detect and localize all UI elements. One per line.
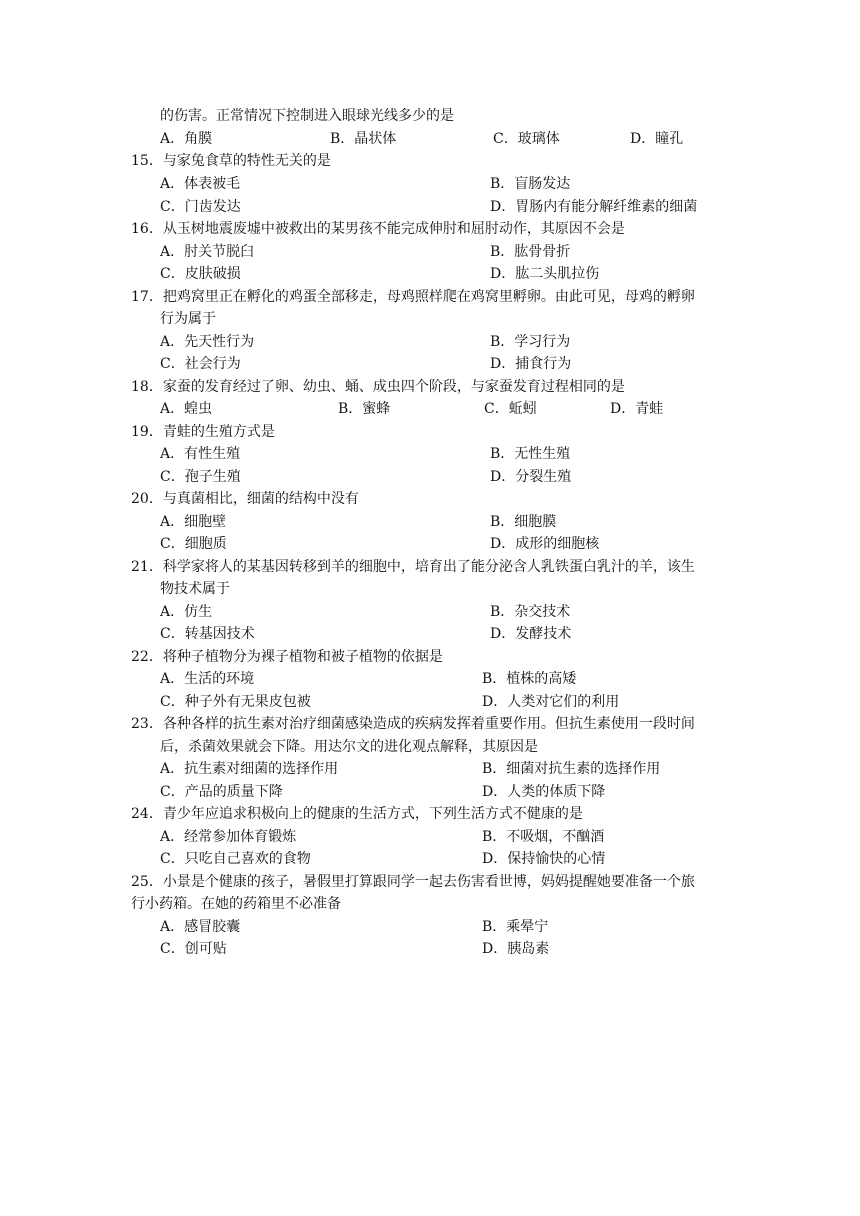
question-19-option-c: C．孢子生殖 [160,469,241,485]
question-25-stem-line-2: 行小药箱。在她的药箱里不必准备 [131,896,341,912]
question-stem: 青少年应追求积极向上的健康的生活方式，下列生活方式不健康的是 [162,806,583,822]
question-25-option-b: B．乘晕宁 [482,919,549,935]
question-stem: 家蚕的发育经过了卵、幼虫、蛹、成虫四个阶段，与家蚕发育过程相同的是 [162,379,625,395]
question-stem: 科学家将人的某基因转移到羊的细胞中，培育出了能分泌含人乳铁蛋白乳汁的羊，该生 [162,559,695,575]
question-16 [131,218,625,240]
question-15 [131,150,331,172]
question-16-option-b: B．肱骨骨折 [490,244,571,260]
question-25 [131,871,695,893]
question-23-option-c: C．产品的质量下降 [160,784,283,800]
question-20-option-c: C．细胞质 [160,536,227,552]
question-22-option-c: C．种子外有无果皮包被 [160,694,311,710]
question-22-option-b: B．植株的高矮 [482,671,577,687]
question-stem: 各种各样的抗生素对治疗细菌感染造成的疾病发挥着重要作用。但抗生素使用一段时间 [162,716,695,732]
question-number: 15． [131,153,163,169]
question-18-option-d: D．青蛙 [610,401,664,417]
question-24-option-d: D．保持愉快的心情 [482,851,606,867]
question-number: 24． [131,806,163,822]
question-22 [131,646,443,668]
question-21 [131,556,695,578]
question-number: 16． [131,221,163,237]
question-14-stem-continuation: 的伤害。正常情况下控制进入眼球光线多少的是 [160,108,454,124]
question-18-option-c: C．蚯蚓 [484,401,537,417]
question-19-option-b: B．无性生殖 [490,446,571,462]
question-17-option-c: C．社会行为 [160,356,241,372]
question-19-option-a: A．有性生殖 [160,446,241,462]
question-17-option-a: A．先天性行为 [160,334,255,350]
question-17 [131,286,695,308]
question-21-option-d: D．发酵技术 [490,626,572,642]
question-19 [131,421,275,443]
question-24-option-a: A．经常参加体育锻炼 [160,829,297,845]
question-20 [131,488,359,510]
question-number: 21． [131,559,163,575]
question-stem: 从玉树地震废墟中被救出的某男孩不能完成伸肘和屈肘动作，其原因不会是 [162,221,625,237]
question-15-option-c: C．门齿发达 [160,199,241,215]
question-17-option-d: D．捕食行为 [490,356,572,372]
question-21-stem-line-2: 物技术属于 [160,581,230,597]
question-stem: 小景是个健康的孩子，暑假里打算跟同学一起去伤害看世博，妈妈提醒她要准备一个旅 [162,874,695,890]
question-20-option-a: A．细胞壁 [160,514,227,530]
question-25-option-c: C．创可贴 [160,941,227,957]
question-25-option-a: A．感冒胶囊 [160,919,241,935]
question-24-option-c: C．只吃自己喜欢的食物 [160,851,311,867]
question-23-option-d: D．人类的体质下降 [482,784,606,800]
question-23-stem-line-2: 后，杀菌效果就会下降。用达尔文的进化观点解释，其原因是 [160,739,538,755]
question-23 [131,713,695,735]
question-16-option-c: C．皮肤破损 [160,266,241,282]
question-14-option-c: C．玻璃体 [493,131,560,147]
question-22-option-a: A．生活的环境 [160,671,255,687]
question-stem: 青蛙的生殖方式是 [162,424,275,440]
question-14-option-d: D．瞳孔 [630,131,684,147]
question-21-option-a: A．仿生 [160,604,213,620]
question-14-option-b: B．晶状体 [330,131,397,147]
question-15-option-b: B．盲肠发达 [490,176,571,192]
question-number: 23． [131,716,163,732]
question-21-option-c: C．转基因技术 [160,626,255,642]
question-number: 22． [131,649,163,665]
question-20-option-d: D．成形的细胞核 [490,536,600,552]
question-22-option-d: D．人类对它们的利用 [482,694,620,710]
question-18-option-b: B．蜜蜂 [338,401,391,417]
question-24 [131,803,583,825]
question-23-option-b: B．细菌对抗生素的选择作用 [482,761,661,777]
question-stem: 将种子植物分为裸子植物和被子植物的依据是 [162,649,443,665]
question-16-option-a: A．肘关节脱臼 [160,244,255,260]
question-20-option-b: B．细胞膜 [490,514,557,530]
question-stem: 把鸡窝里正在孵化的鸡蛋全部移走，母鸡照样爬在鸡窝里孵卵。由此可见，母鸡的孵卵 [162,289,695,305]
question-25-option-d: D．胰岛素 [482,941,550,957]
question-number: 17． [131,289,163,305]
question-number: 19． [131,424,163,440]
question-21-option-b: B．杂交技术 [490,604,571,620]
question-stem: 与真菌相比，细菌的结构中没有 [162,491,359,507]
question-16-option-d: D．肱二头肌拉伤 [490,266,600,282]
question-15-option-d: D．胃肠内有能分解纤维素的细菌 [490,199,698,215]
question-17-option-b: B．学习行为 [490,334,571,350]
question-number: 25． [131,874,163,890]
question-number: 20． [131,491,163,507]
question-14-option-a: A．角膜 [160,131,213,147]
question-stem: 与家兔食草的特性无关的是 [162,153,331,169]
question-18 [131,376,625,398]
question-23-option-a: A．抗生素对细菌的选择作用 [160,761,339,777]
question-24-option-b: B．不吸烟，不酗酒 [482,829,605,845]
question-15-option-a: A．体表被毛 [160,176,241,192]
question-number: 18． [131,379,163,395]
question-17-stem-line-2: 行为属于 [160,311,216,327]
question-18-option-a: A．蝗虫 [160,401,213,417]
question-19-option-d: D．分裂生殖 [490,469,572,485]
